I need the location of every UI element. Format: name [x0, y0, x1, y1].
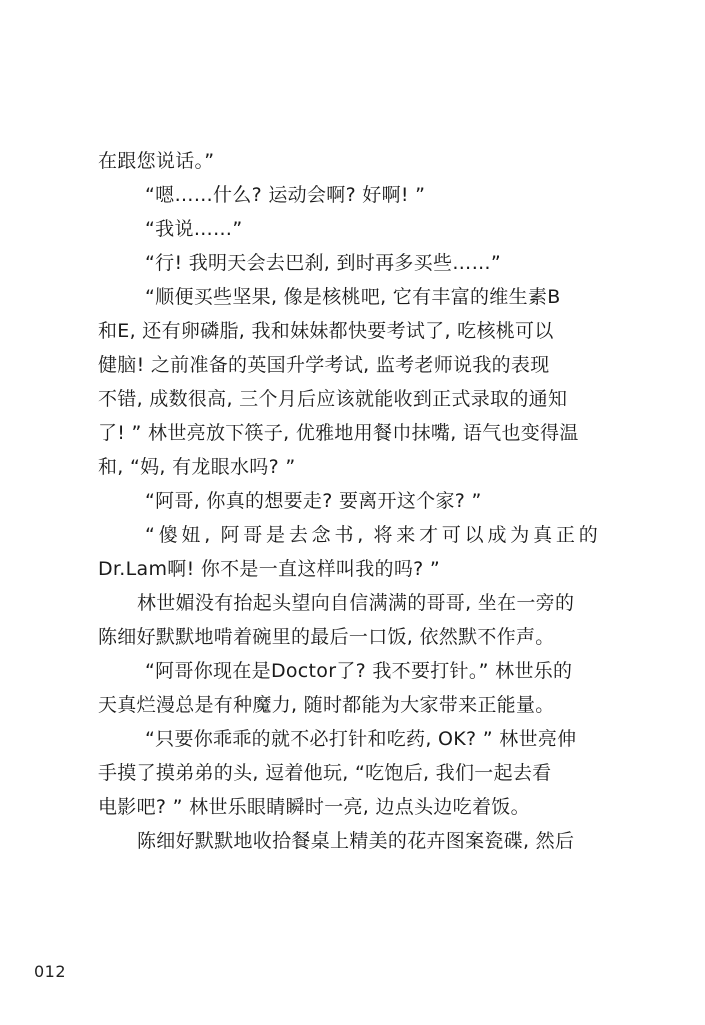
text-line: 不错, 成数很高, 三个月后应该就能收到正式录取的通知: [98, 388, 568, 410]
text-line: 陈细好默默地收拾餐桌上精美的花卉图案瓷碟, 然后: [137, 830, 575, 852]
text-line: “我说……”: [145, 218, 243, 240]
text-line: 陈细好默默地啃着碗里的最后一口饭, 依然默不作声。: [98, 626, 555, 648]
text-line: “傻妞, 阿哥是去念书, 将来才可以成为真正的: [145, 524, 598, 546]
text-line: 在跟您说话。”: [98, 150, 215, 172]
text-line: “顺便买些坚果, 像是核桃吧, 它有丰富的维生素B: [145, 286, 561, 308]
body-text: [98, 144, 598, 858]
text-line: 林世媚没有抬起头望向自信满满的哥哥, 坐在一旁的: [137, 592, 575, 614]
text-line: 和, “妈, 有龙眼水吗? ”: [98, 456, 296, 478]
text-line: 电影吧? ” 林世乐眼睛瞬时一亮, 边点头边吃着饭。: [98, 796, 530, 818]
text-line: “只要你乖乖的就不必打针和吃药, OK? ” 林世亮伸: [145, 728, 577, 750]
text-line: “嗯……什么? 运动会啊? 好啊! ”: [145, 184, 426, 206]
page-number: 012: [34, 962, 67, 981]
text-line: 健脑! 之前准备的英国升学考试, 监考老师说我的表现: [98, 354, 550, 376]
text-line: “阿哥你现在是Doctor了? 我不要打针。” 林世乐的: [145, 660, 573, 682]
text-line: 手摸了摸弟弟的头, 逗着他玩, “吃饱后, 我们一起去看: [98, 762, 552, 784]
text-line: “阿哥, 你真的想要走? 要离开这个家? ”: [145, 490, 482, 512]
text-line: 了! ” 林世亮放下筷子, 优雅地用餐巾抹嘴, 语气也变得温: [98, 422, 579, 444]
text-line: 天真烂漫总是有种魔力, 随时都能为大家带来正能量。: [98, 694, 555, 716]
text-line: “行! 我明天会去巴刹, 到时再多买些……”: [145, 252, 502, 274]
text-line: 和E, 还有卵磷脂, 我和妹妹都快要考试了, 吃核桃可以: [98, 320, 554, 342]
text-line: Dr.Lam啊! 你不是一直这样叫我的吗? ”: [98, 558, 440, 580]
